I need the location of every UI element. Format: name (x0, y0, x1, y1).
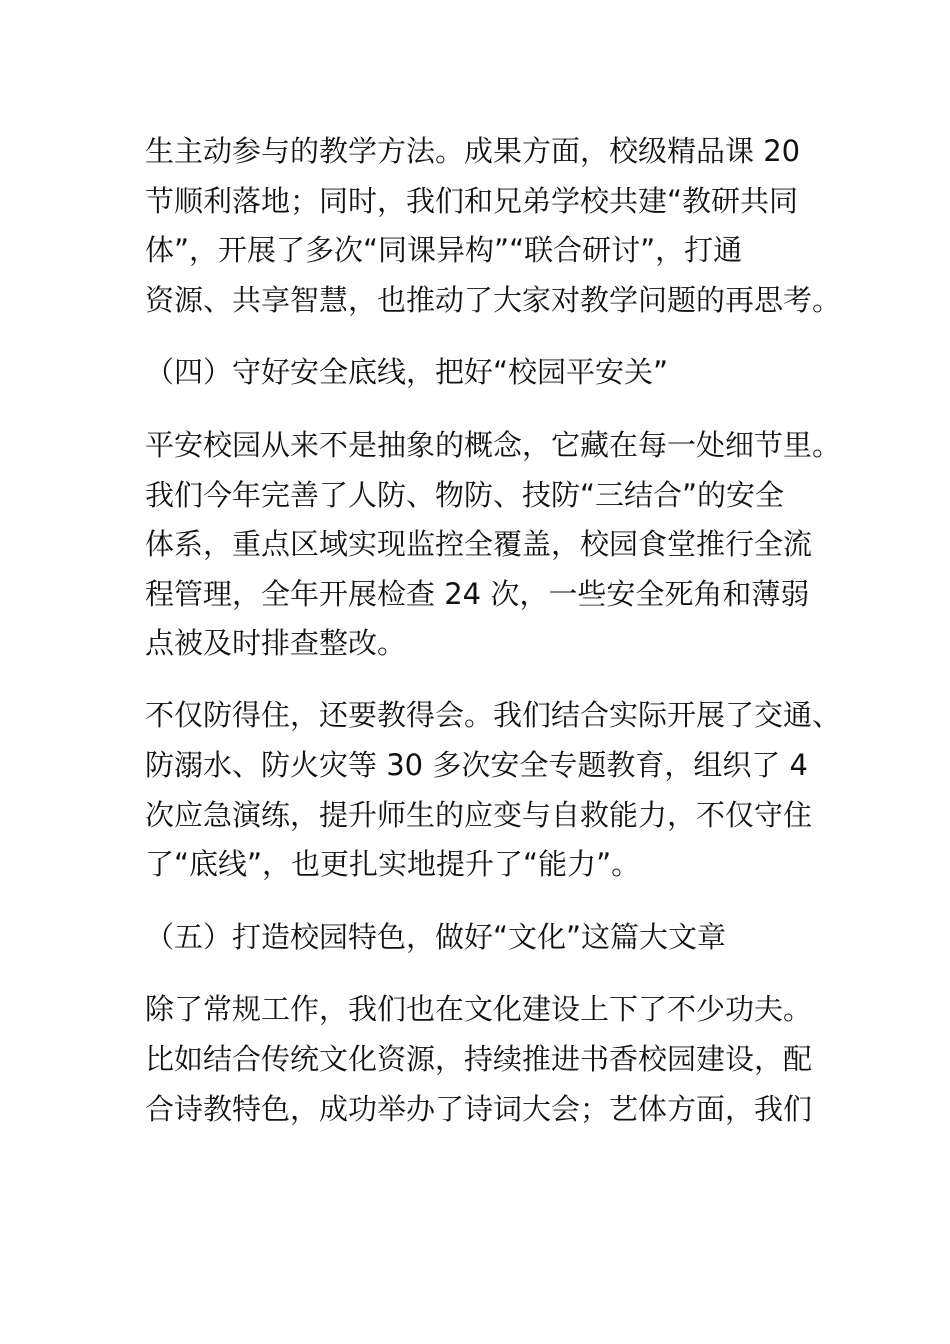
paragraph-line: 了“底线”，也更扎实地提升了“能力”。 (145, 847, 641, 881)
paragraph-line: 次应急演练，提升师生的应变与自救能力，不仅守住 (145, 798, 813, 832)
paragraph-line: 点被及时排查整改。 (145, 626, 407, 660)
paragraph-line: 资源、共享智慧，也推动了大家对教学问题的再思考。 (145, 283, 842, 317)
paragraph-line: 生主动参与的教学方法。成果方面，校级精品课 20 (145, 134, 801, 168)
paragraph-line: 合诗教特色，成功举办了诗词大会；艺体方面，我们 (145, 1092, 813, 1126)
section-heading: （五）打造校园特色，做好“文化”这篇大文章 (145, 920, 727, 954)
paragraph-line: 我们今年完善了人防、物防、技防“三结合”的安全 (145, 478, 785, 512)
paragraph-line: 节顺利落地；同时，我们和兄弟学校共建“教研共同 (145, 184, 799, 218)
paragraph-line: 比如结合传统文化资源，持续推进书香校园建设，配 (145, 1042, 813, 1076)
paragraph-line: 不仅防得住，还要教得会。我们结合实际开展了交通、 (145, 698, 842, 732)
paragraph-line: 平安校园从来不是抽象的概念，它藏在每一处细节里。 (145, 428, 842, 462)
section-heading: （四）守好安全底线，把好“校园平安关” (145, 355, 669, 389)
paragraph-line: 体”，开展了多次“同课异构”“联合研讨”，打通 (145, 233, 743, 267)
paragraph-line: 体系，重点区域实现监控全覆盖，校园食堂推行全流 (145, 527, 813, 561)
paragraph-line: 程管理，全年开展检查 24 次，一些安全死角和薄弱 (145, 577, 810, 611)
paragraph-line: 防溺水、防火灾等 30 多次安全专题教育，组织了 4 (145, 748, 809, 782)
paragraph-line: 除了常规工作，我们也在文化建设上下了不少功夫。 (145, 992, 813, 1026)
